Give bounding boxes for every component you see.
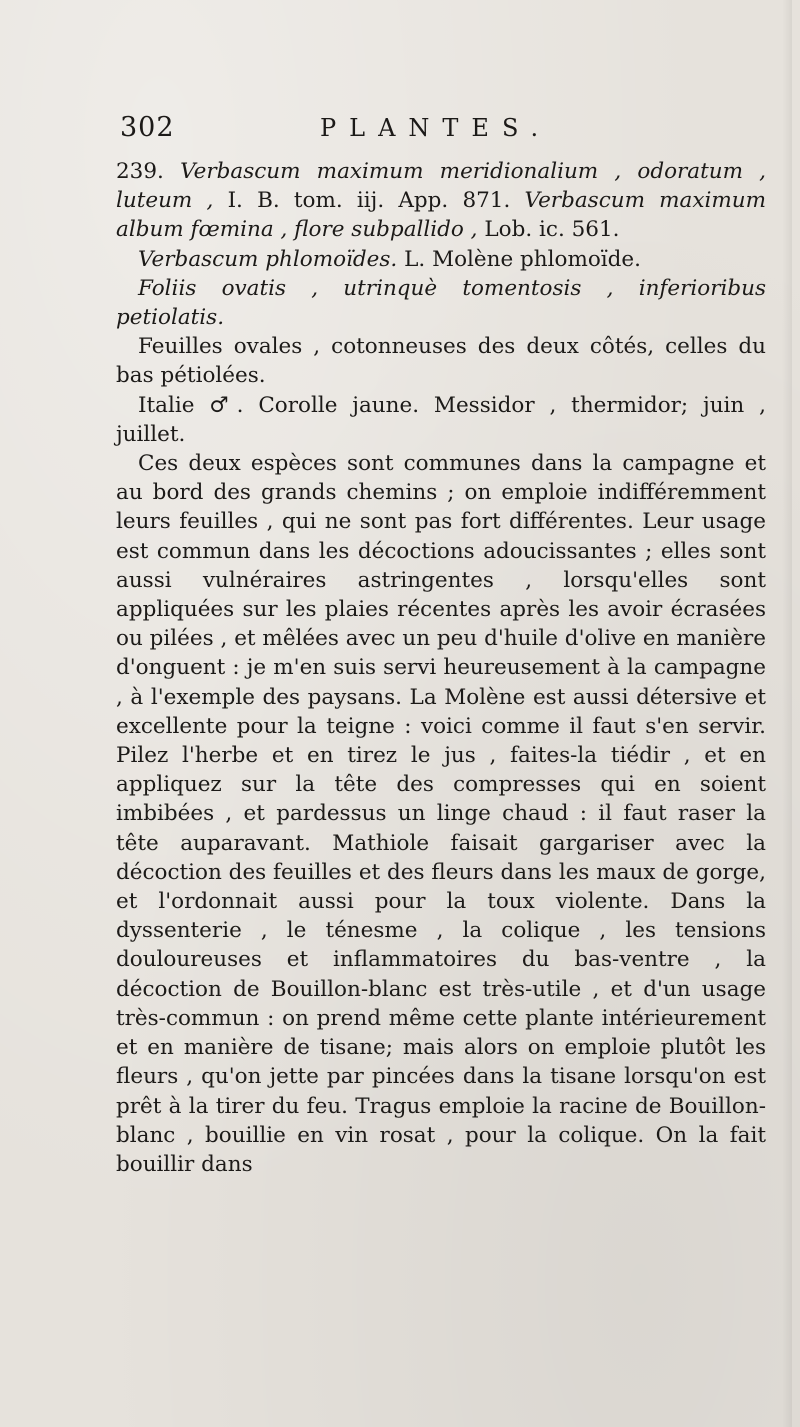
description-french: Feuilles ovales , cotonneuses des deux côtés, celles du bas pétiolées. <box>116 334 766 389</box>
species-latin-name: Verbascum phlomoïdes. <box>138 246 398 272</box>
entry-reference-1: I. B. tom. iij. App. 871. <box>227 188 511 214</box>
species-diagnosis <box>116 274 766 332</box>
entry-reference-2: Lob. ic. 561. <box>484 217 620 243</box>
running-head: PLANTES. <box>320 114 552 142</box>
species-heading <box>116 245 766 274</box>
usage-paragraph <box>116 449 766 1179</box>
entry-number: 239. <box>116 159 164 184</box>
page-number: 302 <box>120 112 175 143</box>
species-description <box>116 332 766 390</box>
entry-latin-name: Verbascum maximum meridionalium , odoratum , luteum , <box>116 159 767 214</box>
species-french-name: L. Molène phlomoïde. <box>404 246 641 272</box>
habitat-text: Italie ♂. Corolle jaune. Messidor , thermidor; juin , juillet. <box>116 392 766 447</box>
usage-text: Ces deux espèces sont communes dans la campagne et au bord des grands chemins ; on emploie indifféremment leurs feuilles , qui ne sont pas fort différentes. Leur usage est commun dans les décoctions adoucissantes ; elles sont aussi vulnéraires astringentes , lorsqu'elles sont appliquées sur les plaies récentes après les avoir écrasées ou pilées , et mêlées avec un peu d'huile d'olive en manière d'onguent : je m'en suis servi heureusement à la campagne , à l'exemple des paysans. La Molène est aussi détersive et excellente pour la teigne : voici comme il faut s'en servir. Pilez l'herbe et en tirez le jus , faites-la tiédir , et en appliquez sur la tête des compresses qui en soient imbibées , et pardessus un linge chaud : il faut raser la tête auparavant. Mathiole faisait gargariser avec la décoction des feuilles et des fleurs dans les maux de gorge, et l'ordonnait aussi pour la toux violente. Dans la dyssenterie , le ténesme , la colique , les tensions douloureuses et inflammatoires du bas-ventre , la décoction de Bouillon-blanc est très-utile , et d'un usage très-commun : on prend même cette plante intérieurement et en manière de tisane; mais alors on emploie plutôt les fleurs , qu'on jette par pincées dans la tisane lorsqu'on est prêt à la tirer du feu. Tragus emploie la racine de Bouillon-blanc , bouillie en vin rosat , pour la colique. On la fait bouillir dans <box>116 451 766 1177</box>
entry-239 <box>116 157 766 245</box>
species-habitat <box>116 391 766 449</box>
body-text <box>116 157 766 1179</box>
page-edge-shadow <box>782 0 792 1427</box>
page-header <box>120 112 770 152</box>
entry-latin-name-2: Verbascum maximum album fœmina , flore subpallido , <box>116 188 766 243</box>
diagnosis-latin: Foliis ovatis , utrinquè tomentosis , inferioribus petiolatis. <box>116 275 766 331</box>
